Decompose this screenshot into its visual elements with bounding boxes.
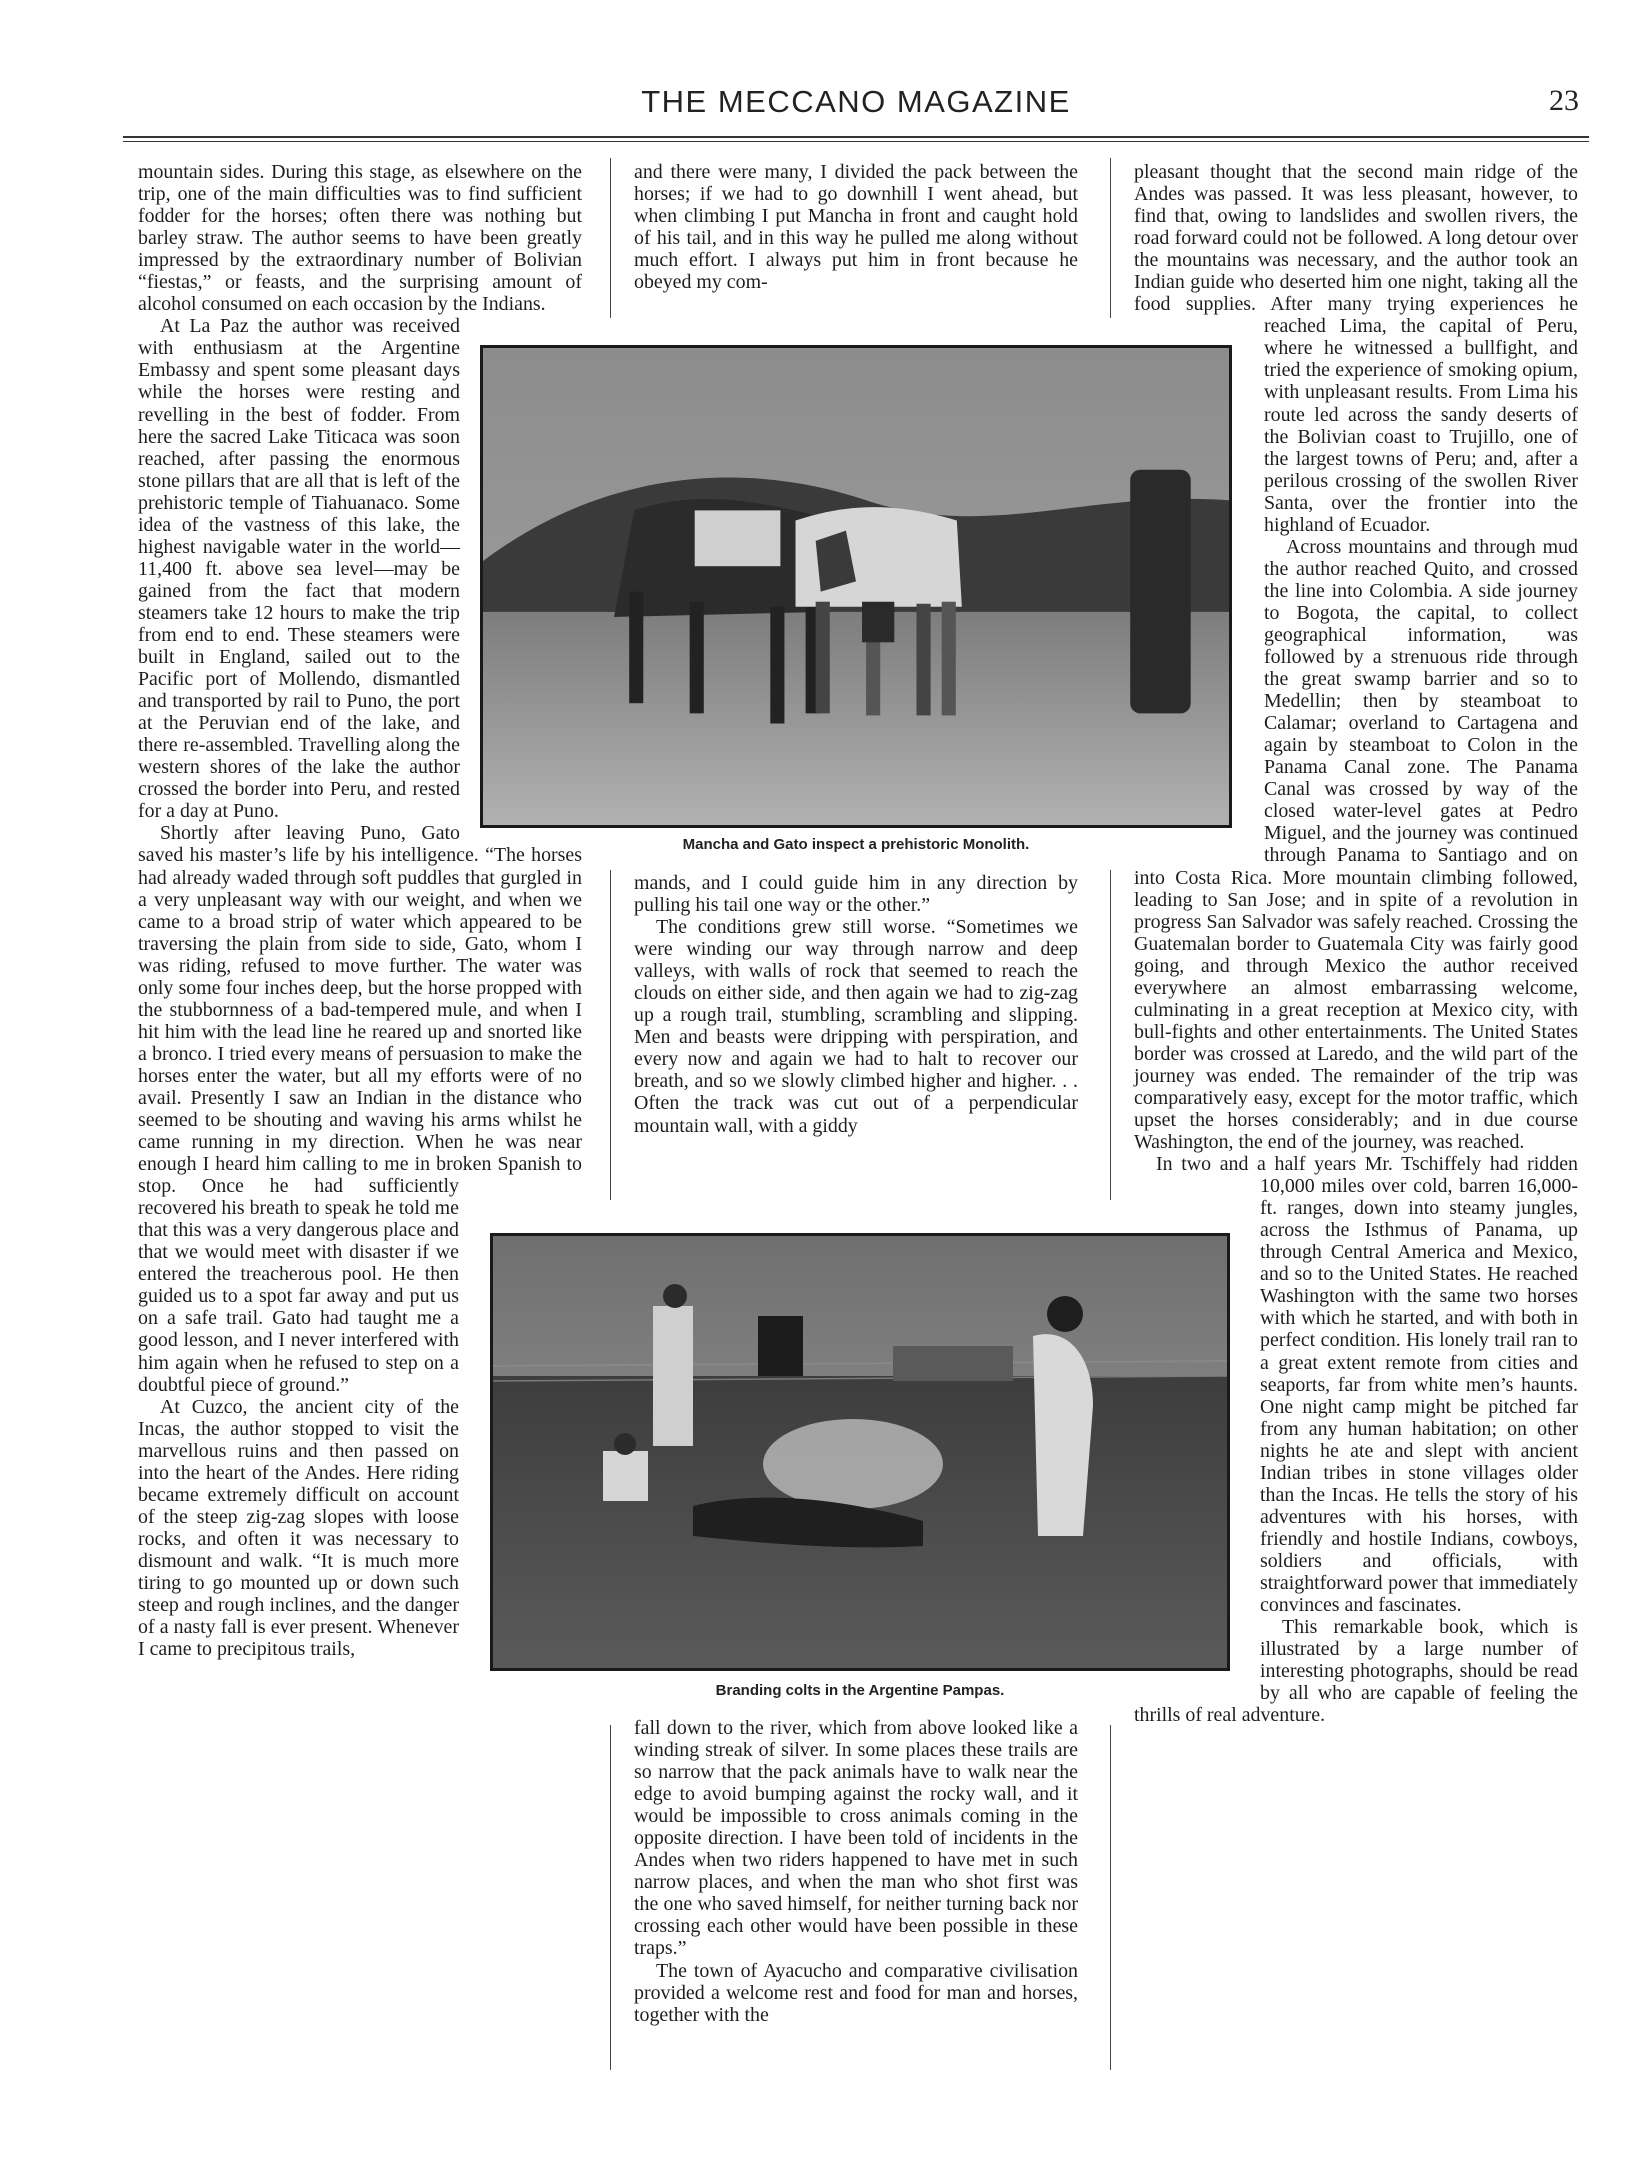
column-divider	[1110, 1725, 1111, 2070]
header-rule	[123, 136, 1589, 138]
photo-image	[483, 348, 1229, 825]
paragraph: fall down to the river, which from above looked like a winding streak of silver. In some places these trails are so narrow that the pack animals have to walk near the edge to avoid bumping against the rocky wall, and it would be impossible to cross animals coming in the opposite direction. I have been told of incidents in the Andes when two riders happened to have met in such narrow places, and when the man who shot first was the one who saved himself, for neither turning back nor crossing each other would have been possible in these traps.”	[634, 1717, 1078, 1960]
column-middle-bottom	[634, 1717, 1078, 2026]
header-rule-thin	[123, 141, 1589, 142]
photo-branding-colts	[490, 1233, 1230, 1671]
column-divider	[610, 158, 611, 318]
photo-caption: Branding colts in the Argentine Pampas.	[715, 1682, 1005, 1699]
paragraph: In two and a half years Mr. Tschiffely had ridden 10,000 miles over cold, barren 16,000-ft. ranges, down into steamy jungles, across the Isthmus of Panama, up through Central America and Mexico, and so to the United States. He reached Washington with the same two horses with which he started, and with both in perfect condition. His lonely trail ran to a great extent remote from cities and seaports, far from white men’s haunts. One night camp might be pitched far from any human habitation; on other nights he ate and slept with ancient Indian tribes in stone villages older than the Incas. He tells the story of his adventures with his horses, with friendly and hostile Indians, cowboys, soldiers and officials, with straightforward power that immediately convinces and fascinates.	[1156, 1153, 1578, 1617]
photo-caption: Mancha and Gato inspect a prehistoric Monolith.	[682, 836, 1030, 853]
column-divider	[1110, 158, 1111, 318]
paragraph: This remarkable book, which is illustrated by a large number of interesting photographs, should be read by all who are capable of feeling the thrills of real adventure.	[1134, 1616, 1578, 1727]
paragraph: The conditions grew still worse. “Sometimes we were winding our way through narrow and deep valleys, with walls of rock that seemed to reach the clouds on either side, and then again we had to zig-zag up a rough trail, stumbling, scrambling and slipping. Men and beasts were dripping with perspiration, and every now and again we had to halt to recover our breath, and so we slowly climbed higher and higher. . . Often the track was cut out of a perpendicular mountain wall, with a giddy	[634, 916, 1078, 1137]
paragraph: At Cuzco, the ancient city of the Incas, the author stopped to visit the marvellous ruins and then passed on into the heart of the Andes. Here riding became extremely difficult on account of the steep zig-zag slopes with loose rocks, and often it was necessary to dismount and walk. “It is much more tiring to go mounted up or down such steep and rough inclines, and the danger of a nasty fall is ever present. Whenever I came to precipitous trails,	[138, 1395, 459, 1661]
paragraph: mands, and I could guide him in any direction by pulling his tail one way or the other.”	[634, 872, 1078, 917]
column-divider	[1110, 870, 1111, 1200]
column-middle-top	[634, 161, 1078, 293]
paragraph: pleasant thought that the second main ridge of the Andes was passed. It was less pleasant, however, to find that, owing to landslides and swollen rivers, the road forward could not be followed. A long detour over the mountains was necessary, and the author took an Indian guide who deserted him one night, taking all the food supplies. After many trying experiences he reached Lima, the capital of Peru, where he witnessed a bullfight, and tried the experience of smoking opium, with unpleasant results. From Lima his route led across the sandy deserts of the Bolivian coast to Trujillo, one of the largest towns of Peru; and, after a perilous crossing of the swollen River Santa, over the frontier into the highland of Ecuador.	[1134, 161, 1578, 536]
magazine-title: THE MECCANO MAGAZINE	[641, 84, 1071, 119]
paragraph: and there were many, I divided the pack between the horses; if we had to go downhill I went ahead, but when climbing I put Mancha in front and caught hold of his tail, and in this way he pulled me along without much effort. I always put him in front because he obeyed my com-	[634, 161, 1078, 294]
paragraph: The town of Ayacucho and comparative civilisation provided a welcome rest and food for man and horses, together with the	[634, 1959, 1078, 2026]
paragraph: mountain sides. During this stage, as elsewhere on the trip, one of the main difficulties was to find sufficient fodder for the horses; often there was nothing but barley straw. The author seems to have been greatly impressed by the extraordinary number of Bolivian “fiestas,” or feasts, and the surprising amount of alcohol consumed on each occasion by the Indians.	[138, 161, 582, 316]
paragraph: At La Paz the author was received with enthusiasm at the Argentine Embassy and spent some pleasant days while the horses were resting and revelling in the best of fodder. From here the sacred Lake Titicaca was soon reached, after passing the enormous stone pillars that are all that is left of the prehistoric temple of Tiahuanaco. Some idea of the vastness of this lake, the highest navigable water in the world—11,400 ft. above sea level—may be gained from the fact that modern steamers take 12 hours to make the trip from end to end. These steamers were built in England, sailed out to the Pacific port of Mollendo, dismantled and transported by rail to Puno, the port at the Peruvian end of the lake, and there re-assembled. Travelling along the western shores of the lake the author crossed the border into Peru, and rested for a day at Puno.	[138, 315, 460, 823]
column-divider	[610, 870, 611, 1200]
column-divider	[610, 1725, 611, 2070]
photo-horses-monolith	[480, 345, 1232, 828]
photo-image	[493, 1236, 1227, 1668]
paragraph: Across mountains and through mud the author reached Quito, and crossed the line into Colombia. A side journey to Bogota, the capital, to collect geographical information, was followed by a strenuous ride through the great swamp barrier and so to Medellin; then by steamboat to Calamar; overland to Cartagena and again by steamboat to Colon in the Panama Canal zone. The Panama Canal was crossed by way of the closed water-level gates at Pedro Miguel, and the journey was continued through Panama to Santiago and on into Costa Rica. More mountain climbing followed, leading to San Jose; and in spite of a revolution in progress San Salvador was safely reached. Crossing the Guatemalan border to Guatemala City was fairly good going, and through Mexico the author received everywhere an almost embarrassing welcome, culminating in a great reception at Mexico city, with bull-fights and other entertainments. The United States border was crossed at Laredo, and the wild part of the journey was ended. The remainder of the trip was comparatively easy, except for the motor traffic, which upset the horses considerably; and in due course Washington, the end of the journey, was reached.	[1134, 535, 1578, 1154]
page-number: 23	[1549, 84, 1579, 117]
paragraph: Shortly after leaving Puno, Gato saved his master’s life by his intelligence. “The horses had already waded through soft puddles that gurgled in a very unpleasant way with our weight, and when we came to a broad strip of water which appeared to be traversing the plain from side to side, Gato, whom I was riding, refused to move further. The water was only some four inches deep, but the horse propped with the stubbornness of a bad-tempered mule, and when I hit him with the lead line he reared up and snorted like a bronco. I tried every means of persuasion to make the horses enter the water, but all my efforts were of no avail. Presently I saw an Indian in the distance who seemed to be shouting and waving his arms whilst he came running in my direction. When he was near enough I heard him calling to me in broken Spanish to stop. Once he had sufficiently recovered his breath to speak he told me that this was a very dangerous place and that we would meet with disaster if we entered the treacherous pool. He then guided us to a spot far away and put us on a safe trail. Gato had taught me a good lesson, and I never interfered with him again when he refused to step on a doubtful piece of ground.”	[138, 822, 582, 1396]
column-middle-mid	[634, 872, 1078, 1137]
page-header	[123, 84, 1589, 134]
